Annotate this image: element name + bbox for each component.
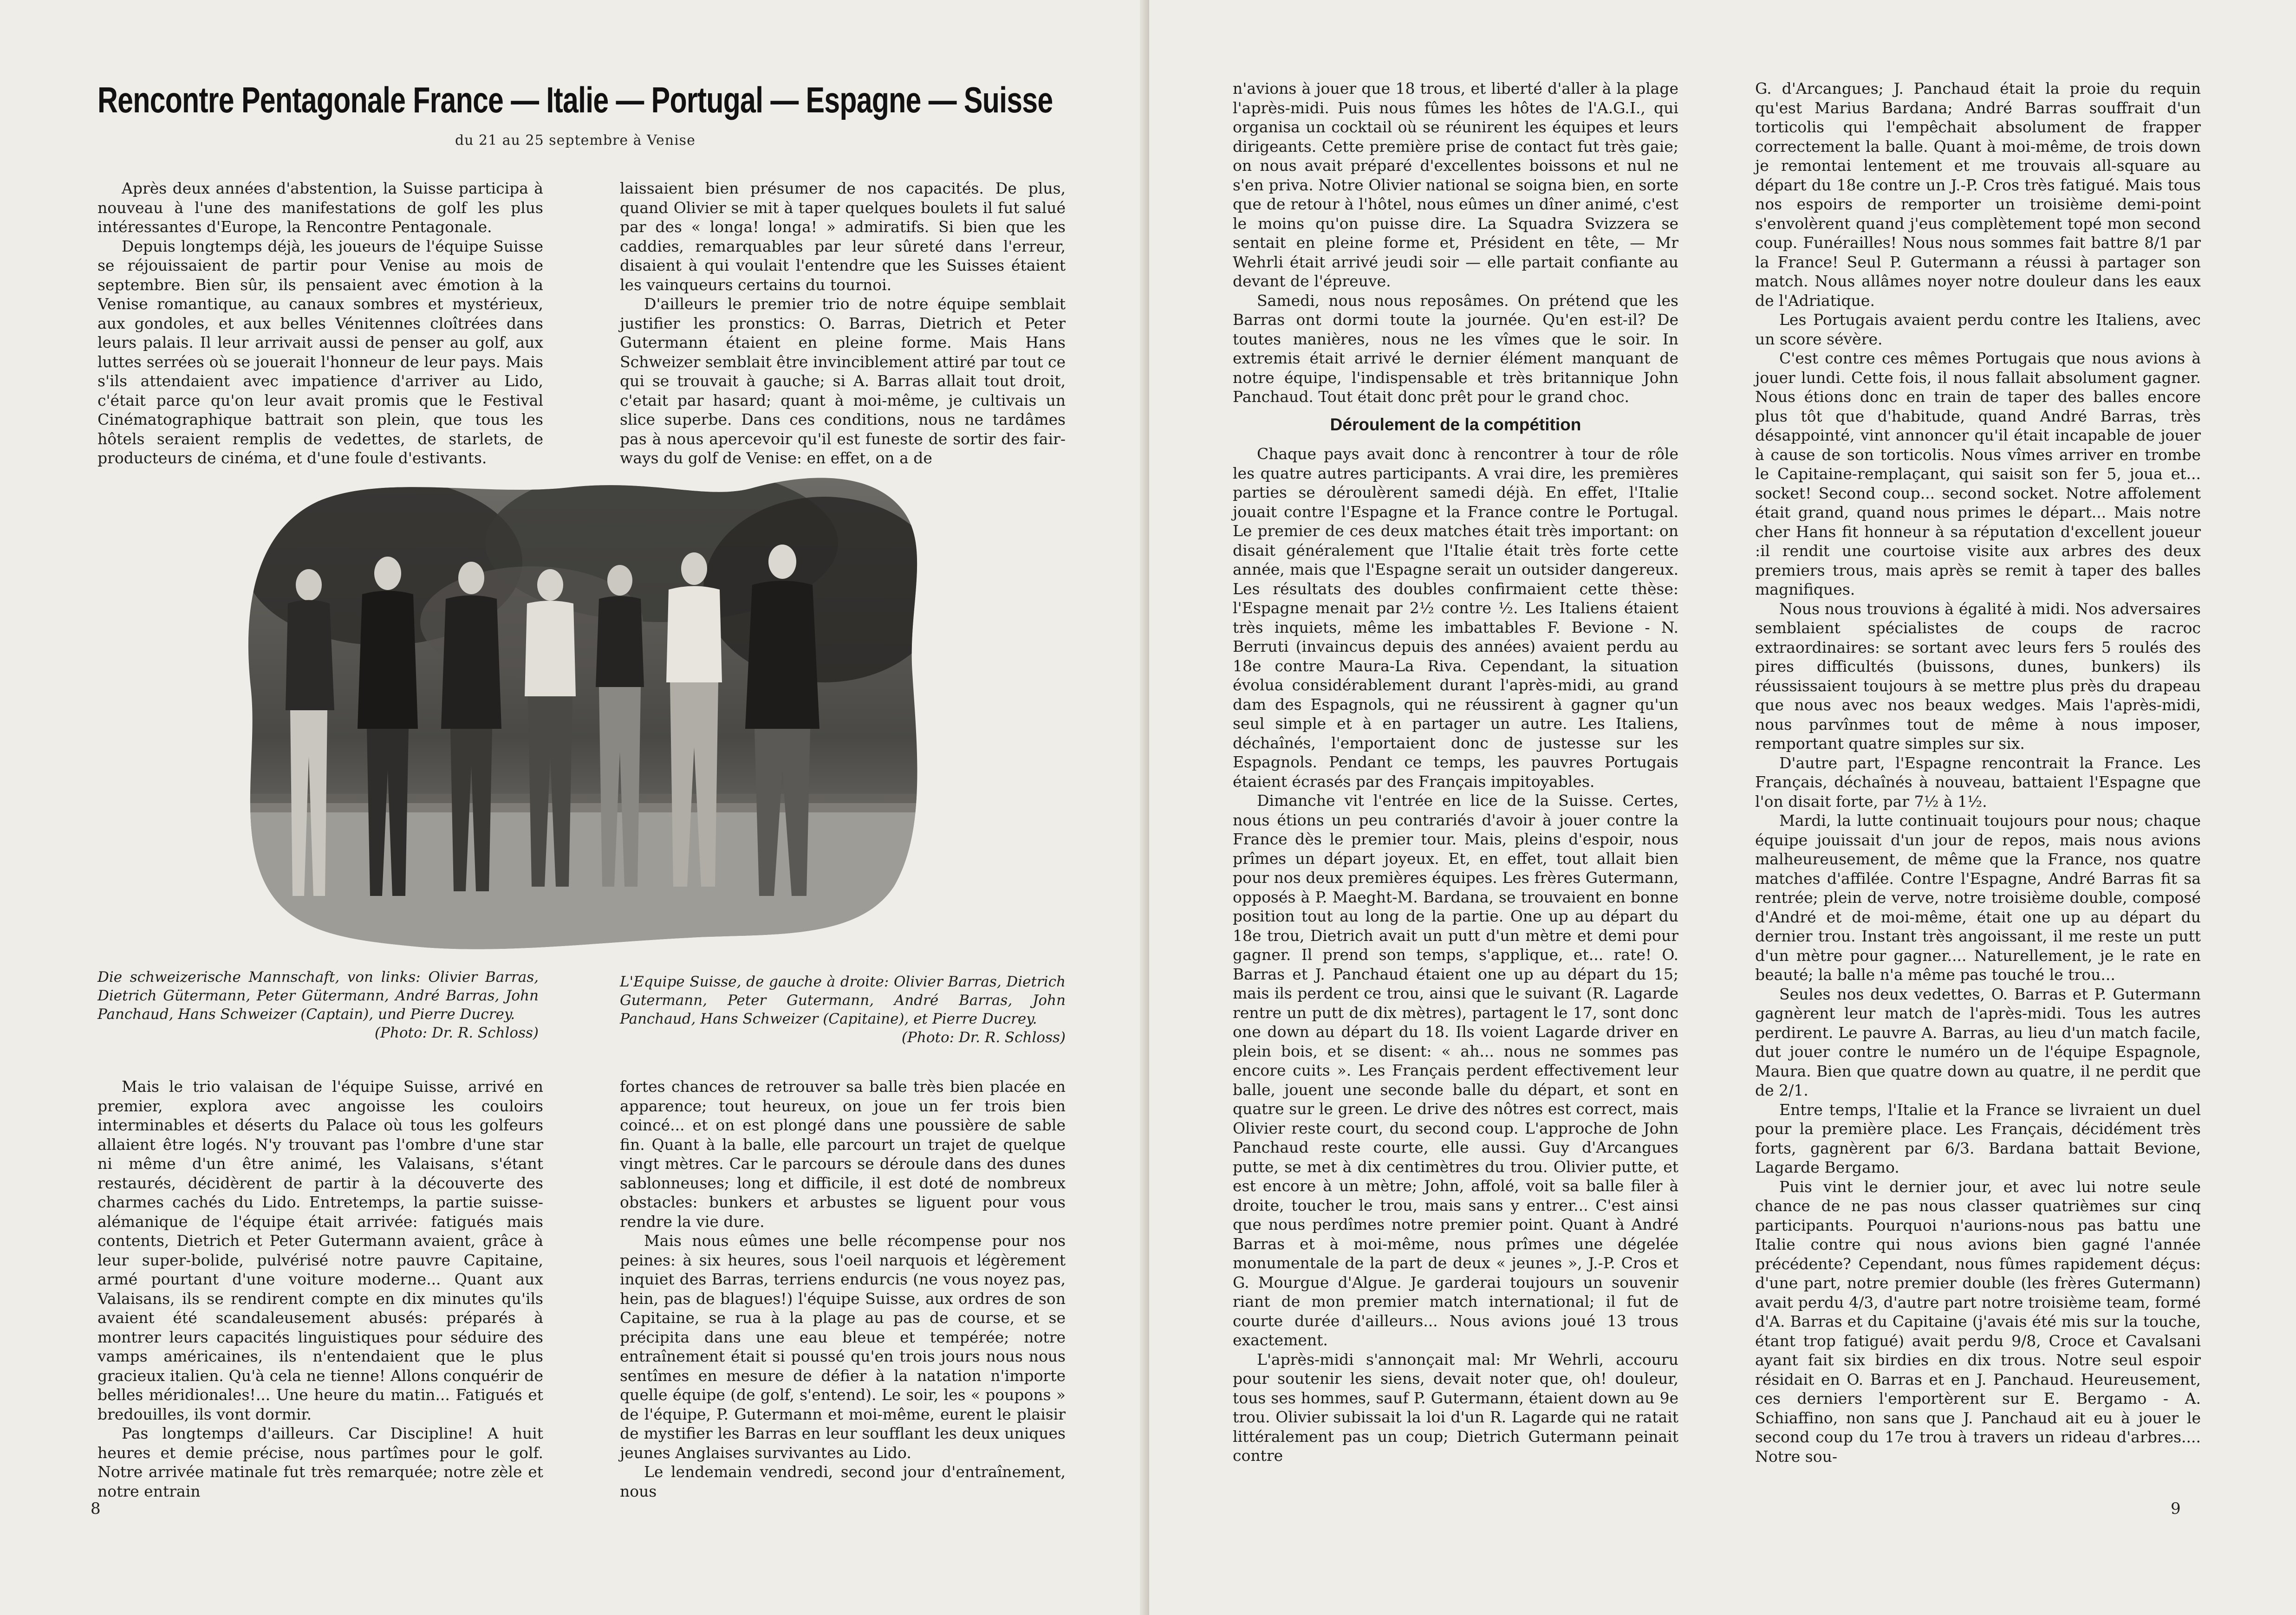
right-column-1 (1233, 79, 1678, 1466)
right-column-2 (1755, 79, 2201, 1466)
paragraph: Nous nous trouvions à égalité à midi. Nos adversaires semblaient spécialistes de coups de racroc extraordinaires: se sortant avec leurs fers 5 roulés des pires difficultés (buissons, dunes, bunkers) ils réussissaient toujours à se mettre plus près du drapeau que nous avec nos beaux wedges. Mais l'après-midi, nous parvînmes tout de même à nous imposer, remportant quatre simples sur six. (1755, 599, 2201, 752)
team-photo (244, 469, 931, 956)
paragraph: Depuis longtemps déjà, les joueurs de l'équipe Suisse se réjouissaient de partir pour Venise au mois de septembre. Bien sûr, ils pensaient avec émotion à la Venise romantique, au canaux sombres et mystérieux, aux gondoles, et aux belles Vénitennes cloîtrées dans leurs palais. Il leur arrivait aussi de penser au golf, aux luttes serrées où se jouerait l'honneur de leur pays. Mais s'ils attendaient avec impatience d'arriver au Lido, c'était parce qu'on leur avait promis que le Festival Cinématographique battrait son plein, que tous les hôtels seraient remplis de vedettes, de starlets, de producteurs de cinéma, et d'une foule d'estivants. (98, 237, 543, 467)
paragraph: Entre temps, l'Italie et la France se livraient un duel pour la première place. Les Français, décidément très forts, gagnèrent par 6/3. Bardana battait Bevione, Lagarde Bergamo. (1755, 1100, 2201, 1176)
paragraph: L'après-midi s'annonçait mal: Mr Wehrli, accouru pour soutenir les siens, devait noter que, oh! douleur, tous ses hommes, sauf P. Gutermann, étaient down au 9e trou. Olivier subissait la loi d'un R. Lagarde qui ne ratait littéralement pas un coup; Dietrich Gutermann peinait contre (1233, 1350, 1678, 1465)
paragraph: Après deux années d'abstention, la Suisse participa à nouveau à l'une des manifestations de golf les plus intéressantes d'Europe, la Rencontre Pentagonale. (98, 179, 543, 236)
right-page (1149, 0, 2296, 1615)
article-title (98, 79, 1053, 121)
title-dash: — (928, 79, 964, 120)
paragraph: laissaient bien présumer de nos capacités. De plus, quand Olivier se mit à taper quelques boulets il fut salué par des « longa! longa! » admiratifs. Si bien que les caddies, remarquables par leur sûreté dans l'erreur, disaient à qui voulait l'entendre que les Suisses étaient les vainqueurs certains du tournoi. (620, 179, 1066, 294)
paragraph: Seules nos deux vedettes, O. Barras et P. Gutermann gagnèrent leur match de l'après-midi. Tous les autres perdirent. Le pauvre A. Barras, au lieu d'un match facile, dut jouer contre le numéro un de l'équipe Espagnole, Maura. Bien que quatre down au quatre, il ne perdit que de 2/1. (1755, 985, 2201, 1099)
caption-german (98, 968, 539, 1042)
page-number: 9 (2171, 1499, 2181, 1518)
title-part: Portugal (651, 79, 763, 120)
paragraph: Le lendemain vendredi, second jour d'entraînement, nous (620, 1463, 1066, 1500)
paragraph: Samedi, nous nous reposâmes. On prétend que les Barras ont dormi toute la journée. Qu'en est-il? De toutes manières, nous ne les vîmes que le soir. In extremis était arrivé le dernier élément manquant de notre équipe, l'indispensable et très britannique John Panchaud. Tout était donc prêt pour le grand choc. (1233, 291, 1678, 406)
paragraph: D'autre part, l'Espagne rencontrait la France. Les Français, déchaînés à nouveau, battaient l'Espagne que l'on disait forte, par 7½ à 1½. (1755, 753, 2201, 811)
photo-credit: (Photo: Dr. R. Schloss) (374, 1025, 539, 1041)
section-heading: Déroulement de la compétition (1330, 415, 1581, 434)
paragraph: fortes chances de retrouver sa balle très bien placée en apparence; tout heureux, on joue un fer trois bien coincé... et on est plongé dans une poussière de sable fin. Quant à la balle, elle parcourt un trajet de quelque vingt mètres. Car le parcours se déroule dans des dunes sablonneuses; long et difficile, il est doté de nombreux obstacles: bunkers et arbustes se liguent pour vous rendre la vie dure. (620, 1077, 1066, 1231)
title-part: Suisse (963, 79, 1053, 120)
title-part: Rencontre Pentagonale France (98, 79, 504, 120)
paragraph: G. d'Arcangues; J. Panchaud était la proie du requin qu'est Marius Bardana; André Barras souffrait d'un torticolis qui l'empêchait absolument de frapper correctement la balle. Quant à moi-même, de trois down je remontai lentement et me trouvais all-square au départ du 18e contre un J.-P. Cros très fatigué. Mais tous nos espoirs de remporter un troisième demi-point s'envolèrent quand j'eus complètement topé mon second coup. Funérailles! Nous nous sommes fait battre 8/1 par la France! Seul P. Gutermann a réussi à partager son match. Nous allâmes noyer notre douleur dans les eaux de l'Adriatique. (1755, 79, 2201, 310)
article-subtitle: du 21 au 25 septembre à Venise (455, 132, 696, 149)
paragraph: Mais nous eûmes une belle récompense pour nos peines: à six heures, sous l'oeil narquois et légèrement inquiet des Barras, terriens endurcis (ne vous noyez pas, hein, pas de blagues!) l'équipe Suisse, aux ordres de son Capitaine, se rua à la plage au pas de course, et se précipita dans une eau bleue et tempérée; notre entraînement était si poussé qu'en trois jours nous nous sentîmes en mesure de défier à la natation n'importe quelle équipe (de golf, s'entend). Le soir, les « poupons » de l'équipe, P. Gutermann et moi-même, eurent le plaisir de mystifier les Barras en leur soufflant les deux uniques jeunes Anglaises survivantes au Lido. (620, 1232, 1066, 1462)
page-number: 8 (91, 1499, 101, 1518)
left-column-1-top (98, 179, 543, 468)
left-column-1-bottom (98, 1077, 543, 1501)
photo-credit: (Photo: Dr. R. Schloss) (901, 1029, 1066, 1046)
paragraph: Pas longtemps d'ailleurs. Car Discipline! A huit heures et demie précise, nous partîmes pour le golf. Notre arrivée matinale fut très remarquée; notre zèle et notre entrain (98, 1424, 543, 1500)
paragraph: D'ailleurs le premier trio de notre équipe semblait justifier les pronstics: O. Barras, Dietrich et Peter Gutermann étaient en pleine forme. Mais Hans Schweizer semblait être invinciblement attiré par tout ce qui se trouvait à gauche; si A. Barras allait tout droit, c'etait par hasard; quant à moi-même, je cultivais un slice superbe. Dans ces conditions, nous ne tardâmes pas à nous apercevoir qu'il est funeste de sortir des fair-ways du golf de Venise: en effet, on a de (620, 295, 1066, 467)
paragraph: Puis vint le dernier jour, et avec lui notre seule chance de ne pas nous classer quatrièmes sur cinq participants. Pourquoi n'aurions-nous pas battu une Italie contre qui nous avions bien gagné l'année précédente? Cependant, nous fûmes rapidement déçus: d'une part, notre premier double (les frères Gutermann) avait perdu 4/3, d'autre part notre troisième team, formé d'A. Barras et du Capitaine (j'avais été mis sur la touche, étant trop fatigué) avait perdu 9/8, Croce et Cavalsani ayant fait six birdies en dix trous. Notre seul espoir résidait en O. Barras et en J. Panchaud. Heureusement, ces derniers l'emportèrent sur E. Bergamo - A. Schiaffino, non sans que J. Panchaud ait eu à jouer le second coup du 17e trou à travers un rideau d'arbres.... Notre sou- (1755, 1177, 2201, 1466)
left-column-2-top (620, 179, 1066, 468)
caption-text: Die schweizerische Mannschaft, von links: Olivier Barras, Dietrich Gütermann, Peter Gütermann, André Barras, John Panchaud, Hans Schweizer (Captain), und Pierre Ducrey. (98, 969, 539, 1023)
paragraph: Les Portugais avaient perdu contre les Italiens, avec un score sévère. (1755, 311, 2201, 348)
paragraph: Chaque pays avait donc à rencontrer à tour de rôle les quatre autres participants. A vrai dire, les premières parties se déroulèrent samedi déjà. En effet, l'Italie jouait contre l'Espagne et la France contre le Portugal. Le premier de ces deux matches était très important: on disait généralement que l'Italie était très forte cette année, mais que l'Espagne serait un outsider dangereux. Les résultats des doubles confirmaient cette thèse: l'Espagne menait par 2½ contre ½. Les Italiens étaient très inquiets, même les imbattables F. Bevione - N. Berruti (invaincus depuis des années) avaient perdu au 18e contre Maura-La Riva. Cependant, la situation évolua considérablement durant l'après-midi, au grand dam des Espagnols, qui ne réussirent à gagner qu'un seul simple et à en partager un autre. Les Italiens, déchaînés, l'emportaient donc de justesse sur les Espagnols. Pendant ce temps, les pauvres Portugais étaient écrasés par des Français impitoyables. (1233, 445, 1678, 791)
title-part: Espagne (806, 79, 921, 120)
paragraph: C'est contre ces mêmes Portugais que nous avions à jouer lundi. Cette fois, il nous fallait absolument gagner. Nous étions donc en train de taper des balles encore plus tôt que d'habitude, quand André Barras, très désappointé, vint annoncer qu'il était incapable de jouer à cause de son torticolis. Nous vîmes arriver en trombe le Capitaine-remplaçant, qui saisit son fer 5, joua et... socket! Second coup... second socket. Notre affolement était grand, quand nous primes le départ... Mais notre cher Hans fit honneur à sa réputation d'excellent joueur :il rendit une courtoise visite aux arbres des deux premiers trous, mais après se remit à taper des balles magnifiques. (1755, 349, 2201, 598)
paragraph: Dimanche vit l'entrée en lice de la Suisse. Certes, nous étions un peu contrariés d'avoir à jouer contre la France dès le premier tour. Mais, pleins d'espoir, nous prîmes un départ joyeux. Et, en effet, tout allait bien pour nos deux premières équipes. Les frères Gutermann, opposés à P. Maeght-M. Bardana, se trouvaient en bonne position tout au long de la partie. One up au départ du 18e trou, Dietrich avait un putt d'un mètre et demi pour gagner. Il prend son temps, s'applique, et... rate! O. Barras et J. Panchaud étaient one up au départ du 15; mais ils perdent ce trou, ainsi que le suivant (R. Lagarde rentre un putt de dix mètres), partagent le 17, sont donc one down au départ du 18. Ils voient Lagarde driver en plein bois, et se disent: « ah... nous ne sommes pas encore cuits ». Les Français perdent effectivement leur balle, jouent une seconde balle du départ, et sont en quatre sur le green. Le drive des nôtres est correct, mais Olivier reste court, du second coup. L'approche de John Panchaud reste courte, elle aussi. Guy d'Arcangues putte, se met à dix centimètres du trou. Olivier putte, et est encore à un mètre; John, affolé, voit sa balle filer à droite, toucher le trou, mais sans y entrer... C'est ainsi que nous perdîmes notre premier point. Quant à André Barras et à moi-même, nous prîmes une dégelée monumentale de la part de deux « jeunes », J.-P. Cros et G. Mourgue d'Algue. Je garderai toujours un souvenir riant de mon premier match international; il fut de courte durée d'ailleurs... Nous avions joué 13 trous exactement. (1233, 791, 1678, 1349)
left-column-2-bottom (620, 1077, 1066, 1501)
title-dash: — (616, 79, 651, 120)
title-dash: — (770, 79, 806, 120)
left-page (0, 0, 1147, 1615)
title-part: Italie (546, 79, 609, 120)
title-dash: — (511, 79, 546, 120)
caption-french (620, 973, 1066, 1047)
paragraph: n'avions à jouer que 18 trous, et liberté d'aller à la plage l'après-midi. Puis nous fûmes les hôtes de l'A.G.I., qui organisa un cocktail où se réunirent les équipes et leurs dirigeants. Cette première prise de contact fut très gaie; on nous avait préparé d'excellentes boissons et nul ne s'en priva. Notre Olivier national se soigna bien, en sorte que de retour à l'hôtel, nous eûmes un dîner animé, c'est le moins qu'on puisse dire. La Squadra Svizzera se sentait en pleine forme et, Président en tête, — Mr Wehrli était arrivé jeudi soir — elle partait confiante au devant de l'épreuve. (1233, 79, 1678, 290)
paragraph: Mais le trio valaisan de l'équipe Suisse, arrivé en premier, explora avec angoisse les couloirs interminables et déserts du Palace où tous les golfeurs allaient être logés. N'y trouvant pas l'ombre d'une star ni même d'un être animé, les Valaisans, s'étant restaurés, décidèrent de partir à la découverte des charmes cachés du Lido. Entretemps, la partie suisse-alémanique de l'équipe était arrivée: fatigués mais contents, Dietrich et Peter Gutermann avaient, grâce à leur super-bolide, pulvérisé notre pauvre Capitaine, armé pourtant d'une voiture moderne... Quant aux Valaisans, ils se rendirent compte en dix minutes qu'ils avaient été scandaleusement abusés: préparés à montrer leurs capacités linguistiques pour séduire des vamps américaines, ils n'entendaient que le plus gracieux italien. Qu'à cela ne tienne! Allons conquérir de belles méridionales!... Une heure du matin... Fatigués et bredouilles, ils vont dormir. (98, 1077, 543, 1423)
caption-text: L'Equipe Suisse, de gauche à droite: Olivier Barras, Dietrich Gutermann, Peter Gutermann, André Barras, John Panchaud, Hans Schweizer (Capitaine), et Pierre Ducrey. (620, 973, 1066, 1027)
paragraph: Mardi, la lutte continuait toujours pour nous; chaque équipe jouissait d'un jour de repos, mais nous avions malheureusement, de même que la France, nos quatre matches d'affilée. Contre l'Espagne, André Barras fit sa rentrée; plein de verve, notre troisième double, composé d'André et de moi-même, était one up au départ du dernier trou. Instant très angoissant, il me reste un putt d'un mètre pour gagner.... Naturellement, je le rate en beauté; la balle n'a même pas touché le trou... (1755, 811, 2201, 984)
